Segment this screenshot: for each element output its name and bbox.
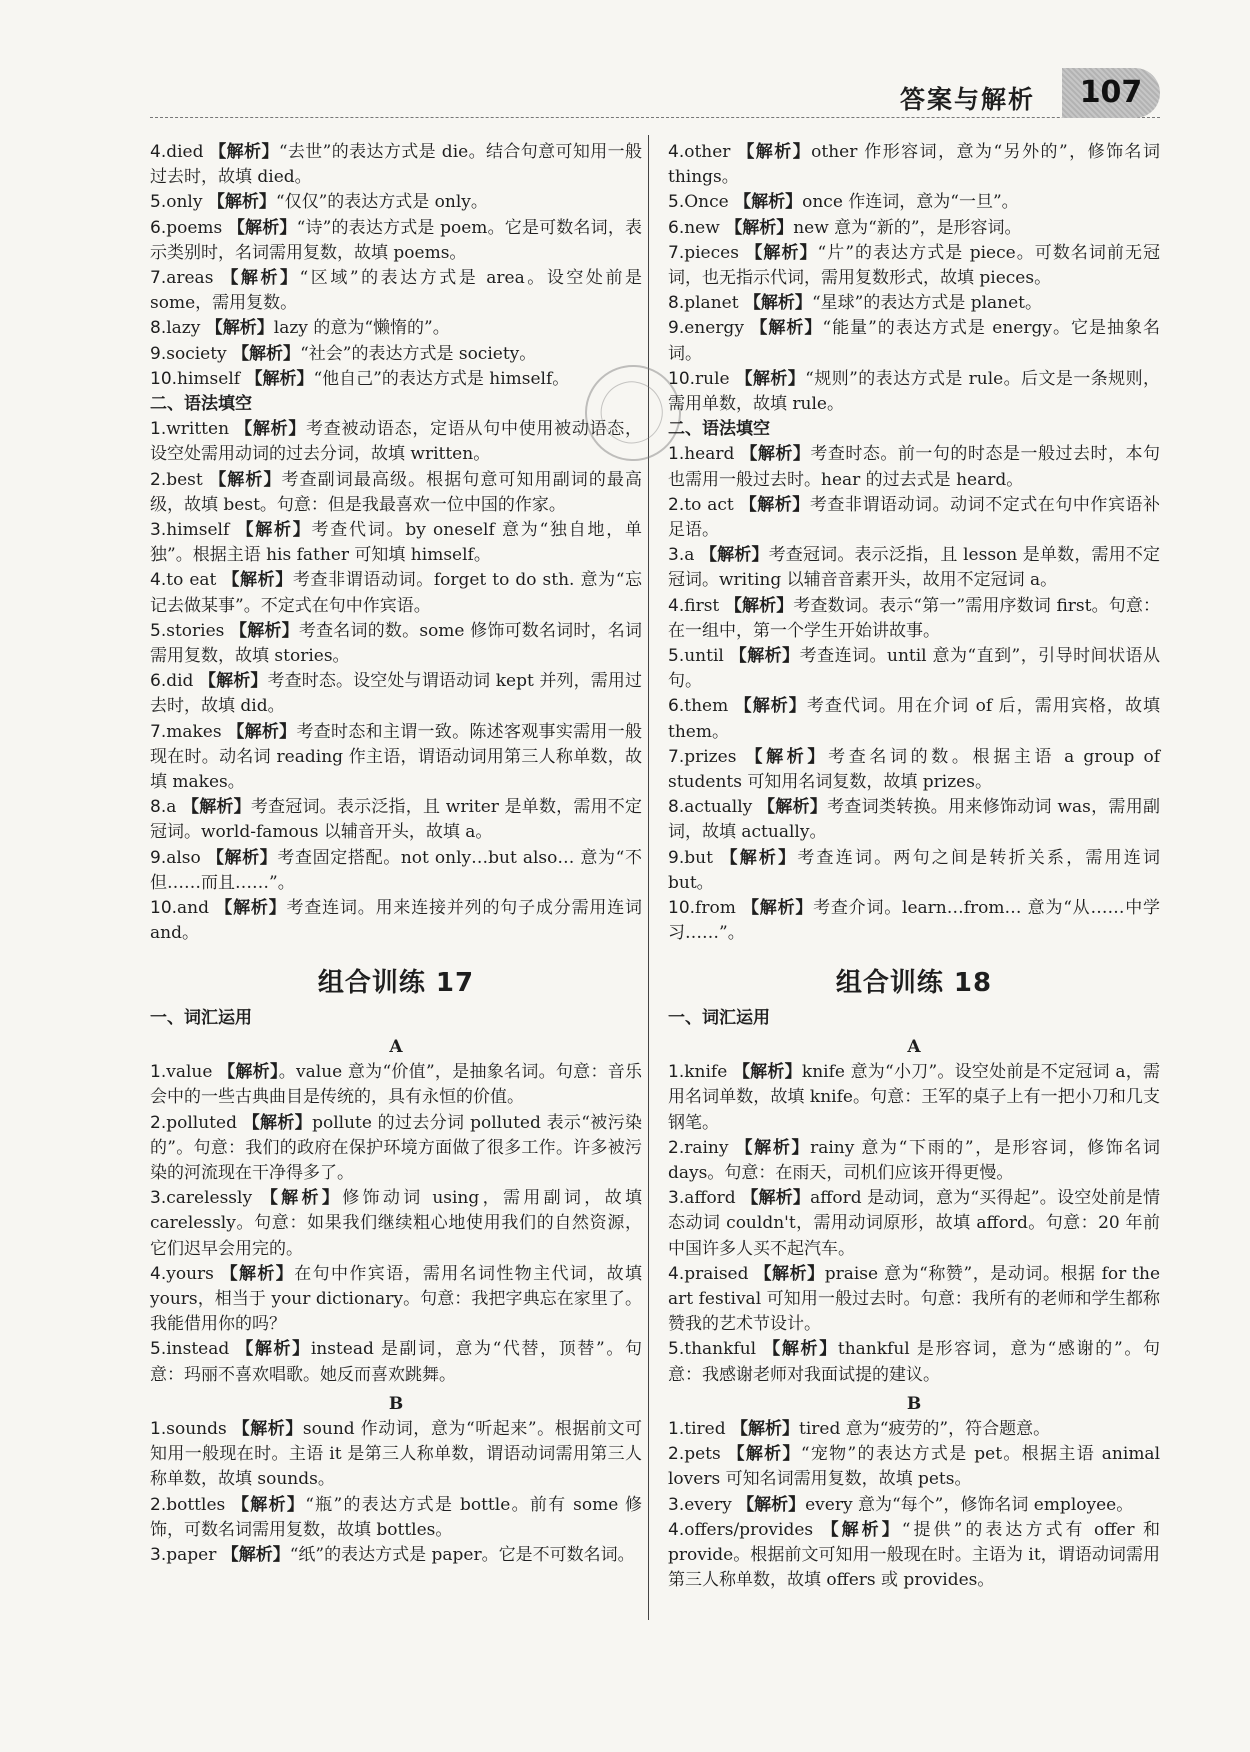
analysis-text: “星球”的表达方式是 planet。	[811, 293, 1043, 314]
analysis-text: 在句中作宾语，需用名词性物主代词，故填 yours，相当于 your dictionary。句意：我把字典忘在家里了。我能借用你的吗？	[150, 1263, 643, 1335]
answer-entry	[150, 1060, 642, 1110]
analysis-text: other 作形容词，意为“另外的”，修饰名词 things。	[668, 142, 1161, 188]
answer-word: sounds	[166, 1418, 227, 1439]
analysis-tag: 【解析】	[242, 1112, 313, 1133]
answer-word: from	[695, 898, 736, 919]
analysis-text: once 作连词，意为“一旦”。	[802, 192, 1019, 213]
answer-word: lazy	[166, 318, 201, 339]
analysis-tag: 【解析】	[735, 1137, 811, 1158]
answer-entry	[668, 190, 1160, 215]
analysis-text: 。value 意为“价值”，是抽象名词。句意：音乐会中的一些古典曲目是传统的，具有永恒的价值。	[150, 1062, 642, 1108]
header-rule	[150, 117, 1160, 118]
analysis-text: 考查冠词。表示泛指，且 writer 是单数，需用不定冠词。world-famous 以辅音开头，故填 a。	[150, 797, 642, 843]
answer-word: planet	[684, 293, 739, 314]
answer-number: 4.	[668, 1263, 685, 1284]
analysis-text: afford 是动词，意为“买得起”。设空处前是情态动词 couldn't，需用动词原形，故填 afford。句意：20 年前中国许多人买不起汽车。	[668, 1188, 1160, 1259]
answer-number: 2.	[150, 1112, 167, 1133]
analysis-text: every 意为“每个”，修饰名词 employee。	[805, 1494, 1134, 1515]
answer-number: 2.	[668, 1444, 685, 1465]
analysis-tag: 【解析】	[209, 142, 279, 162]
right-part-b-label: B	[906, 1393, 922, 1414]
left-items-top	[150, 140, 642, 392]
answer-word: prizes	[684, 746, 737, 767]
analysis-text: lazy 的意为“懒惰的”。	[273, 318, 450, 339]
left-section2-title: 二、语法填空	[150, 394, 252, 415]
analysis-tag: 【解析】	[221, 268, 300, 289]
answer-entry	[668, 241, 1160, 291]
answer-number: 5.	[150, 1339, 167, 1360]
right-part-a-label: A	[907, 1036, 921, 1057]
analysis-text: 考查连词。until 意为“直到”，引导时间状语从句。	[668, 646, 1161, 692]
analysis-text: “宠物”的表达方式是 pet。根据主语 animal lovers 可知名词需用复数，故填 pets。	[668, 1444, 1161, 1490]
answer-entry	[668, 1337, 1160, 1387]
answer-word: them	[684, 696, 729, 717]
analysis-text: sound 作动词，意为“听起来”。根据前文可知用一般现在时。主语 it 是第三人称单数，谓语动词需用第三人称单数，故填 sounds。	[150, 1418, 642, 1490]
answer-entry	[668, 594, 1160, 644]
analysis-text: “区域”的表达方式是 area。设空处前是 some，需用复数。	[150, 268, 643, 314]
analysis-tag: 【解析】	[735, 368, 806, 389]
answer-entry	[668, 795, 1160, 845]
answer-number: 2.	[668, 494, 685, 515]
analysis-tag: 【解析】	[725, 217, 794, 238]
analysis-text: 考查时态。前一句的时态是一般过去时，本句也需用一般过去时。hear 的过去式是 heard。	[668, 444, 1161, 490]
answer-word: afford	[684, 1188, 736, 1209]
analysis-tag: 【解析】	[207, 192, 276, 213]
answer-number: 9.	[668, 847, 685, 868]
answer-entry	[668, 644, 1160, 694]
analysis-tag: 【解析】	[737, 142, 812, 162]
answer-entry	[668, 694, 1160, 744]
answer-word: best	[166, 469, 203, 490]
answer-number: 1.	[150, 1418, 167, 1439]
analysis-text: “片”的表达方式是 piece。可数名词前无冠词，也无指示代词，需用复数形式，故填 pieces。	[668, 242, 1161, 289]
answer-number: 4.	[150, 1263, 167, 1284]
answer-entry	[150, 1543, 642, 1568]
analysis-text: 考查非谓语动词。forget to do sth. 意为“忘记去做某事”。不定式在句中作宾语。	[150, 570, 643, 616]
analysis-text: pollute 的过去分词 polluted 表示“被污染的”。句意：我们的政府在保护环境方面做了很多工作。许多被污染的河流现在干净得多了。	[150, 1112, 642, 1183]
analysis-tag: 【解析】	[732, 1062, 802, 1083]
analysis-text: tired 意为“疲劳的”，符合题意。	[798, 1418, 1051, 1439]
answer-number: 6.	[668, 217, 685, 238]
answer-entry	[668, 896, 1160, 946]
answer-number: 7.	[150, 268, 167, 289]
answer-word: bottles	[166, 1494, 226, 1515]
analysis-text: “诗”的表达方式是 poem。它是可数名词，表示类别时，名词需用复数，故填 poems。	[150, 217, 643, 263]
answer-word: energy	[684, 318, 744, 339]
right-section2-items	[668, 442, 1160, 946]
analysis-tag: 【解析】	[743, 293, 812, 314]
answer-number: 8.	[668, 797, 685, 818]
analysis-tag: 【解析】	[227, 721, 297, 742]
answer-entry	[150, 1493, 642, 1543]
analysis-text: 考查代词。用在介词 of 后，需用宾格，故填 them。	[668, 696, 1161, 742]
answer-number: 10.	[150, 368, 178, 389]
right-section1-title: 一、词汇运用	[668, 1007, 770, 1028]
answer-number: 7.	[668, 242, 685, 263]
analysis-text: 考查非谓语动词。动词不定式在句中作宾语补足语。	[668, 494, 1161, 541]
answer-word: tired	[684, 1418, 726, 1439]
analysis-tag: 【解析】	[750, 318, 823, 339]
answer-number: 1.	[668, 444, 685, 465]
answer-number: 3.	[668, 545, 685, 566]
analysis-tag: 【解析】	[740, 444, 811, 465]
answer-number: 10.	[668, 368, 696, 389]
analysis-tag: 【解析】	[727, 1444, 801, 1465]
answer-number: 7.	[668, 746, 685, 767]
answer-entry	[150, 846, 642, 896]
left-section2-items	[150, 417, 642, 946]
answer-number: 10.	[668, 898, 696, 919]
answer-entry	[668, 140, 1160, 190]
answer-number: 1.	[150, 419, 167, 440]
answer-entry	[150, 669, 642, 719]
left-part-b-label: B	[388, 1393, 404, 1414]
analysis-text: 考查冠词。表示泛指，且 lesson 是单数，需用不定冠词。writing 以辅音音素开头，故用不定冠词 a。	[668, 545, 1161, 591]
answer-number: 2.	[150, 1494, 167, 1515]
page-header	[150, 75, 1160, 118]
answer-number: 9.	[150, 847, 167, 868]
analysis-tag: 【解析】	[236, 520, 312, 541]
left-part-b-items	[150, 1417, 642, 1568]
answer-word: makes	[166, 721, 222, 742]
answer-word: first	[684, 595, 720, 616]
answer-entry	[668, 1518, 1160, 1594]
analysis-text: 考查名词的数。根据主语 a group of students 可知用名词复数，故填 prizes。	[668, 746, 1161, 793]
answer-number: 8.	[150, 318, 167, 339]
answer-number: 6.	[150, 671, 167, 692]
answer-word: polluted	[166, 1112, 237, 1133]
analysis-tag: 【解析】	[235, 419, 307, 440]
analysis-tag: 【解析】	[182, 797, 251, 818]
answer-word: only	[166, 192, 203, 213]
answer-number: 3.	[150, 1544, 167, 1565]
answer-number: 4.	[668, 1519, 685, 1540]
answer-word: paper	[166, 1544, 217, 1565]
analysis-text: 考查连词。两句之间是转折关系，需用连词 but。	[668, 847, 1161, 893]
analysis-text: 考查副词最高级。根据句意可知用副词的最高级，故填 best。句意：但是我最喜欢一位中国的作家。	[150, 469, 643, 515]
answer-entry	[668, 1186, 1160, 1262]
analysis-tag: 【解析】	[724, 595, 794, 616]
answer-word: new	[684, 217, 720, 238]
analysis-tag: 【解析】	[220, 1263, 295, 1284]
analysis-tag: 【解析】	[729, 646, 800, 667]
answer-word: offers/provides	[684, 1519, 814, 1540]
analysis-tag: 【解析】	[260, 1188, 343, 1209]
answer-word: but	[684, 847, 713, 868]
analysis-text: 考查词类转换。用来修饰动词 was，需用副词，故填 actually。	[668, 797, 1160, 843]
analysis-tag: 【解析】	[730, 1418, 799, 1439]
analysis-text: rainy 意为“下雨的”，是形容词，修饰名词 days。句意：在雨天，司机们应该开得更慢。	[668, 1137, 1161, 1183]
answer-entry	[150, 1337, 642, 1387]
answer-entry	[150, 795, 642, 845]
right-items-top	[668, 140, 1160, 417]
answer-entry	[668, 316, 1160, 366]
answer-word: pieces	[684, 242, 739, 263]
analysis-text: “他自己”的表达方式是 himself。	[313, 368, 570, 389]
answer-number: 9.	[668, 318, 685, 339]
analysis-text: thankful 是形容词，意为“感谢的”。句意：我感谢老师对我面试提的建议。	[668, 1339, 1161, 1385]
analysis-tag: 【解析】	[236, 1339, 311, 1360]
answer-number: 6.	[668, 696, 685, 717]
analysis-tag: 【解析】	[198, 671, 268, 692]
answer-word: and	[177, 898, 210, 919]
answer-entry	[668, 745, 1160, 795]
answer-number: 9.	[150, 343, 167, 364]
answer-word: a	[166, 797, 177, 818]
analysis-tag: 【解析】	[734, 192, 803, 213]
right-group-title: 组合训练 18	[835, 967, 993, 998]
answer-number: 3.	[150, 520, 167, 541]
answer-word: until	[684, 646, 724, 667]
analysis-tag: 【解析】	[737, 1494, 806, 1515]
analysis-text: new 意为“新的”，是形容词。	[793, 217, 1022, 238]
answer-word: pets	[684, 1444, 721, 1465]
analysis-text: “社会”的表达方式是 society。	[300, 343, 537, 364]
answer-number: 5.	[150, 620, 167, 641]
answer-entry	[150, 190, 642, 215]
answer-word: carelessly	[166, 1188, 253, 1209]
answer-entry	[668, 216, 1160, 241]
analysis-tag: 【解析】	[230, 620, 299, 641]
right-part-b-items	[668, 1417, 1160, 1593]
answer-word: himself	[166, 520, 230, 541]
analysis-tag: 【解析】	[821, 1519, 902, 1540]
answer-word: to eat	[166, 570, 217, 591]
analysis-text: “规则”的表达方式是 rule。后文是一条规则，需用单数，故填 rule。	[668, 368, 1161, 415]
header-title: 答案与解析	[899, 85, 1035, 114]
analysis-tag: 【解析】	[221, 1544, 290, 1565]
right-part-a-items	[668, 1060, 1160, 1388]
answer-number: 1.	[150, 1062, 167, 1083]
answer-entry	[150, 266, 642, 316]
answer-word: also	[166, 847, 201, 868]
answer-entry	[150, 518, 642, 568]
answer-entry	[150, 342, 642, 367]
analysis-tag: 【解析】	[205, 318, 274, 339]
answer-number: 6.	[150, 217, 167, 238]
analysis-text: 修饰动词 using，需用副词，故填 carelessly。句意：如果我们继续粗心地使用我们的自然资源，它们迟早会用完的。	[150, 1188, 642, 1259]
analysis-tag: 【解析】	[734, 696, 807, 717]
answer-number: 8.	[150, 797, 167, 818]
answer-entry	[668, 291, 1160, 316]
left-group-title: 组合训练 17	[317, 967, 475, 998]
page-number-badge: 107	[1062, 68, 1160, 118]
answer-number: 3.	[150, 1188, 167, 1209]
answer-word: knife	[684, 1062, 728, 1083]
analysis-tag: 【解析】	[741, 1188, 811, 1209]
answer-number: 2.	[150, 469, 167, 490]
analysis-tag: 【解析】	[222, 570, 293, 591]
right-section2-title: 二、语法填空	[668, 419, 770, 440]
analysis-text: praise 意为“称赞”，是动词。根据 for the art festival 可知用一般过去时。句意：我所有的老师和学生都称赞我的艺术节设计。	[668, 1263, 1161, 1335]
answer-number: 10.	[150, 898, 178, 919]
analysis-text: 考查介词。learn…from… 意为“从……中学习……”。	[668, 898, 1161, 944]
answer-number: 4.	[150, 570, 167, 591]
left-part-a-items	[150, 1060, 642, 1388]
answer-word: died	[166, 142, 204, 162]
answer-word: other	[684, 142, 731, 162]
analysis-text: 考查名词的数。some 修饰可数名词时，名词需用复数，故填 stories。	[150, 620, 643, 667]
answer-number: 2.	[668, 1137, 685, 1158]
answer-word: praised	[684, 1263, 749, 1284]
answer-word: every	[684, 1494, 732, 1515]
answer-entry	[668, 442, 1160, 492]
answer-word: areas	[166, 268, 214, 289]
analysis-tag: 【解析】	[215, 898, 287, 919]
analysis-text: instead 是副词，意为“代替，顶替”。句意：玛丽不喜欢唱歌。她反而喜欢跳舞。	[150, 1339, 643, 1385]
answer-number: 5.	[668, 192, 685, 213]
answer-word: to act	[684, 494, 734, 515]
analysis-text: 考查连词。用来连接并列的句子成分需用连词 and。	[150, 898, 643, 944]
analysis-tag: 【解析】	[232, 1418, 303, 1439]
analysis-tag: 【解析】	[245, 368, 314, 389]
answer-entry	[150, 1186, 642, 1262]
answer-entry	[668, 1493, 1160, 1518]
answer-word: yours	[166, 1263, 214, 1284]
analysis-text: “提供”的表达方式有 offer 和 provide。根据前文可知用一般现在时。主语为 it，谓语动词需用第三人称单数，故填 offers 或 provides。	[668, 1519, 1160, 1591]
analysis-text: “仅仅”的表达方式是 only。	[275, 192, 488, 213]
answer-entry	[150, 1262, 642, 1338]
analysis-text: 考查被动语态，定语从句中使用被动语态，设空处需用动词的过去分词，故填 written。	[150, 419, 643, 465]
analysis-text: knife 意为“小刀”。设空处前是不定冠词 a，需用名词单数，故填 knife。句意：王军的桌子上有一把小刀和几支钢笔。	[668, 1062, 1161, 1133]
answer-word: a	[684, 545, 695, 566]
answer-entry	[668, 1136, 1160, 1186]
analysis-tag: 【解析】	[699, 545, 769, 566]
answer-word: actually	[684, 797, 753, 818]
left-part-a-label: A	[389, 1036, 403, 1057]
answer-word: rainy	[684, 1137, 729, 1158]
answer-entry	[668, 1262, 1160, 1338]
answer-entry	[150, 720, 642, 796]
analysis-tag: 【解析】	[745, 746, 829, 767]
answer-word: instead	[166, 1339, 230, 1360]
answer-entry	[150, 568, 642, 618]
analysis-tag: 【解析】	[227, 217, 297, 238]
answer-entry	[668, 1060, 1160, 1136]
analysis-text: 考查代词。by oneself 意为“独自地，单独”。根据主语 his father 可知填 himself。	[150, 520, 642, 566]
answer-entry	[150, 216, 642, 266]
analysis-tag: 【解析】	[739, 494, 810, 515]
answer-number: 3.	[668, 1494, 685, 1515]
answer-number: 5.	[150, 192, 167, 213]
answer-entry	[150, 417, 642, 467]
answer-number: 5.	[668, 1339, 685, 1360]
answer-word: written	[166, 419, 230, 440]
answer-word: rule	[695, 368, 730, 389]
analysis-tag: 【解析】	[218, 1062, 279, 1083]
answer-entry	[668, 1442, 1160, 1492]
analysis-text: “去世”的表达方式是 die。结合句意可知用一般过去时，故填 died。	[150, 142, 643, 188]
answer-number: 4.	[150, 142, 167, 162]
analysis-text: “能量”的表达方式是 energy。它是抽象名词。	[668, 318, 1161, 364]
answer-word: Once	[684, 192, 729, 213]
answer-number: 5.	[668, 646, 685, 667]
answer-entry	[150, 367, 642, 392]
answer-word: value	[166, 1062, 213, 1083]
analysis-text: 考查时态。设空处与谓语动词 kept 并列，需用过去时，故填 did。	[150, 671, 643, 717]
answer-number: 1.	[668, 1062, 685, 1083]
answer-entry	[150, 896, 642, 946]
analysis-tag: 【解析】	[745, 242, 818, 263]
answer-word: himself	[177, 368, 241, 389]
column-divider	[648, 135, 649, 1620]
answer-number: 7.	[150, 721, 167, 742]
answer-entry	[150, 468, 642, 518]
answer-number: 3.	[668, 1188, 685, 1209]
answer-number: 4.	[668, 142, 685, 162]
answer-entry	[150, 619, 642, 669]
answer-entry	[668, 1417, 1160, 1442]
analysis-tag: 【解析】	[742, 898, 814, 919]
answer-word: thankful	[684, 1339, 757, 1360]
analysis-tag: 【解析】	[757, 797, 828, 818]
analysis-tag: 【解析】	[720, 847, 798, 868]
answer-entry	[668, 367, 1160, 417]
answer-word: heard	[684, 444, 735, 465]
answer-word: poems	[166, 217, 223, 238]
answer-number: 1.	[668, 1418, 685, 1439]
answer-number: 4.	[668, 595, 685, 616]
analysis-text: 考查时态和主谓一致。陈述客观事实需用一般现在时。动名词 reading 作主语，谓语动词用第三人称单数，故填 makes。	[150, 721, 643, 793]
left-column	[150, 140, 642, 1568]
answer-entry	[150, 1417, 642, 1493]
analysis-text: 考查固定搭配。not only…but also… 意为“不但……而且……”。	[150, 847, 643, 893]
analysis-tag: 【解析】	[763, 1339, 838, 1360]
right-column	[668, 140, 1160, 1593]
left-section1-title: 一、词汇运用	[150, 1007, 252, 1028]
analysis-text: 考查数词。表示“第一”需用序数词 first。句意：在一组中，第一个学生开始讲故事。	[668, 595, 1161, 641]
answer-entry	[150, 140, 642, 190]
answer-word: society	[166, 343, 227, 364]
answer-entry	[668, 846, 1160, 896]
answer-entry	[668, 543, 1160, 593]
answer-entry	[150, 316, 642, 341]
answer-number: 8.	[668, 293, 685, 314]
analysis-text: “纸”的表达方式是 paper。它是不可数名词。	[289, 1544, 635, 1565]
analysis-tag: 【解析】	[232, 343, 301, 364]
analysis-tag: 【解析】	[231, 1494, 306, 1515]
analysis-tag: 【解析】	[754, 1263, 825, 1284]
answer-entry	[668, 493, 1160, 543]
analysis-tag: 【解析】	[209, 469, 282, 490]
analysis-text: “瓶”的表达方式是 bottle。前有 some 修饰，可数名词需用复数，故填 bottles。	[150, 1494, 643, 1540]
answer-entry	[150, 1111, 642, 1187]
analysis-tag: 【解析】	[206, 847, 278, 868]
answer-word: did	[166, 671, 194, 692]
answer-word: stories	[166, 620, 225, 641]
